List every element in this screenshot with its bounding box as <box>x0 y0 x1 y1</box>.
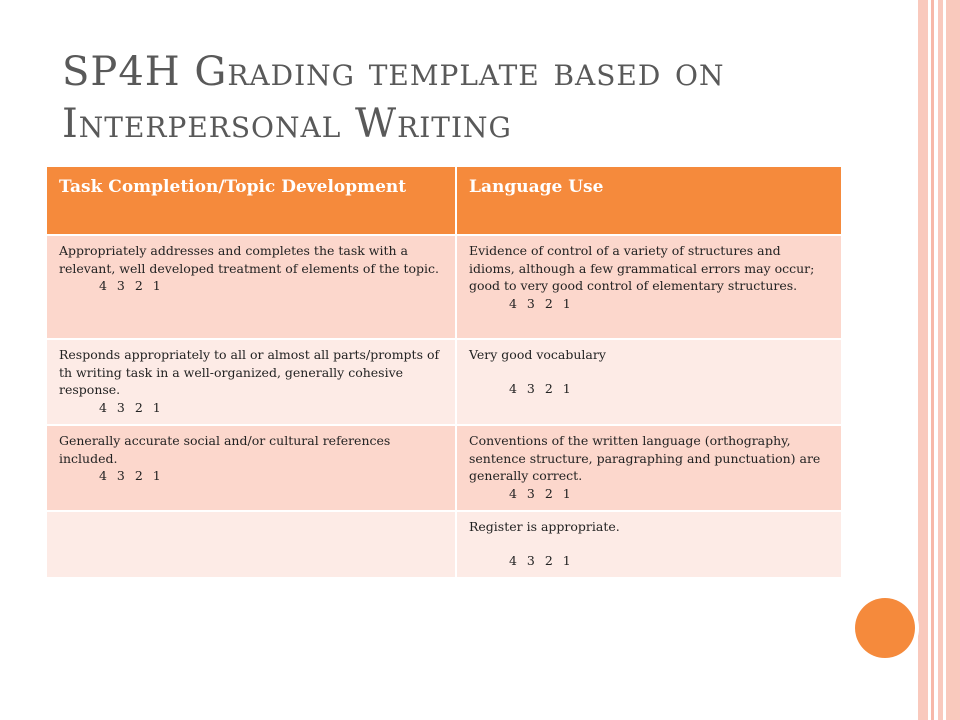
slide-title <box>62 46 882 150</box>
criterion-text: Appropriately addresses and completes the task with a relevant, well developed treatment of elements of the topic. <box>59 243 440 276</box>
score-scale: 4 3 2 1 <box>99 468 161 483</box>
table-cell <box>47 235 456 339</box>
table-row <box>47 425 841 511</box>
table-cell <box>456 511 841 577</box>
table-row <box>47 235 841 339</box>
criterion-text: Register is appropriate. <box>469 519 620 534</box>
decor-circle <box>855 598 915 658</box>
criterion-text: Evidence of control of a variety of structures and idioms, although a few grammatical errors may occur; good to very good control of elementary structures. <box>469 243 815 293</box>
score-scale: 4 3 2 1 <box>509 380 571 396</box>
table-cell <box>456 235 841 339</box>
decor-stripe <box>918 0 928 720</box>
table-row <box>47 339 841 425</box>
title-line-2: Interpersonal Writing <box>62 101 512 147</box>
table-header-row <box>47 167 841 235</box>
grading-table <box>47 167 841 577</box>
header-language-use: Language Use <box>456 167 841 235</box>
table-cell <box>47 339 456 425</box>
score-scale: 4 3 2 1 <box>509 295 571 311</box>
score-scale: 4 3 2 1 <box>99 399 161 415</box>
table-row <box>47 511 841 577</box>
table-cell <box>47 511 456 577</box>
header-task-completion: Task Completion/Topic Development <box>47 167 456 235</box>
score-scale: 4 3 2 1 <box>99 278 161 293</box>
score-scale: 4 3 2 1 <box>509 485 571 501</box>
score-scale: 4 3 2 1 <box>509 552 571 568</box>
criterion-text: Conventions of the written language (orthography, sentence structure, paragraphing and punctuation) are generally correct. <box>469 433 821 483</box>
criterion-text: Very good vocabulary <box>469 347 606 362</box>
table-cell <box>456 425 841 511</box>
criterion-text: Responds appropriately to all or almost all parts/prompts of th writing task in a well-organized, generally cohesive response. <box>59 347 440 397</box>
table-cell <box>47 425 456 511</box>
criterion-text: Generally accurate social and/or cultural references included. <box>59 433 391 466</box>
decor-stripe <box>946 0 960 720</box>
table-cell <box>456 339 841 425</box>
title-line-1: SP4H Grading template based on <box>62 49 725 95</box>
